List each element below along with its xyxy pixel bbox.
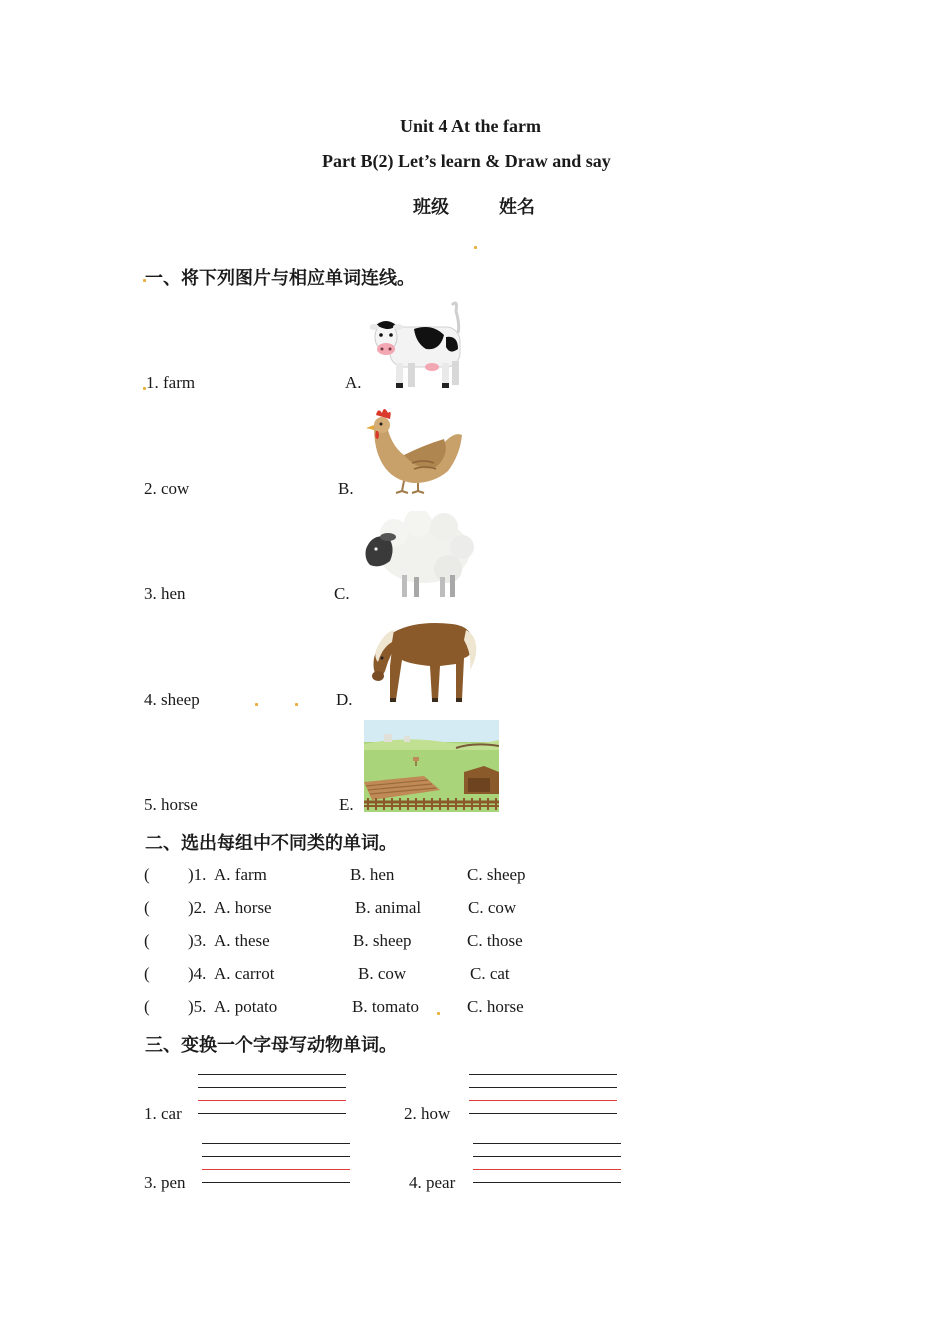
stray-dot xyxy=(437,1012,440,1015)
match-letter: B. xyxy=(338,479,354,498)
stray-dot xyxy=(255,703,258,706)
page-title: Unit 4 At the farm xyxy=(400,116,541,136)
answer-paren: ( xyxy=(144,997,150,1016)
option-c: C. those xyxy=(467,931,523,950)
option-b: B. cow xyxy=(358,964,407,983)
option-b: B. animal xyxy=(355,898,422,917)
horse-illustration xyxy=(366,614,480,706)
prompt-word: 4. pear xyxy=(409,1173,456,1192)
farm-illustration xyxy=(364,720,499,812)
option-b: B. sheep xyxy=(353,931,412,950)
writing-line xyxy=(202,1156,350,1157)
stray-dot xyxy=(295,703,298,706)
question-number: )5. xyxy=(188,997,207,1016)
answer-paren: ( xyxy=(144,931,150,950)
option-a: A. horse xyxy=(214,898,272,917)
writing-line xyxy=(198,1113,346,1114)
question-number: )2. xyxy=(188,898,207,917)
sheep-illustration xyxy=(362,511,474,601)
writing-line xyxy=(198,1074,346,1075)
cow-illustration xyxy=(370,297,466,391)
prompt-word: 3. pen xyxy=(144,1173,186,1192)
writing-line xyxy=(198,1087,346,1088)
writing-line-red xyxy=(202,1169,350,1170)
section3-heading: 三、变换一个字母写动物单词。 xyxy=(145,1035,397,1056)
match-word: 2. cow xyxy=(144,479,190,498)
class-label: 班级 xyxy=(413,197,449,218)
question-number: )1. xyxy=(188,865,207,884)
option-b: B. hen xyxy=(350,865,395,884)
prompt-word: 2. how xyxy=(404,1104,451,1123)
option-a: A. these xyxy=(214,931,270,950)
writing-line-red xyxy=(473,1169,621,1170)
writing-line xyxy=(473,1143,621,1144)
match-letter: D. xyxy=(336,690,353,709)
writing-line xyxy=(202,1182,350,1183)
option-c: C. horse xyxy=(467,997,524,1016)
question-number: )3. xyxy=(188,931,207,950)
match-word: 3. hen xyxy=(144,584,186,603)
prompt-word: 1. car xyxy=(144,1104,182,1123)
writing-line xyxy=(469,1113,617,1114)
writing-line-red xyxy=(469,1100,617,1101)
writing-line-red xyxy=(198,1100,346,1101)
question-number: )4. xyxy=(188,964,207,983)
page-subtitle: Part B(2) Let’s learn & Draw and say xyxy=(322,151,611,171)
option-c: C. sheep xyxy=(467,865,526,884)
match-letter: E. xyxy=(339,795,354,814)
writing-line xyxy=(473,1182,621,1183)
writing-line xyxy=(469,1087,617,1088)
match-word: 5. horse xyxy=(144,795,198,814)
option-b: B. tomato xyxy=(352,997,420,1016)
match-word: 1. farm xyxy=(146,373,196,392)
answer-paren: ( xyxy=(144,865,150,884)
option-a: A. farm xyxy=(214,865,267,884)
writing-line xyxy=(202,1143,350,1144)
section1-heading: 一、将下列图片与相应单词连线。 xyxy=(145,268,415,289)
option-c: C. cow xyxy=(468,898,517,917)
writing-line xyxy=(469,1074,617,1075)
name-label: 姓名 xyxy=(499,197,535,218)
answer-paren: ( xyxy=(144,964,150,983)
option-a: A. potato xyxy=(214,997,278,1016)
writing-line xyxy=(473,1156,621,1157)
match-word: 4. sheep xyxy=(144,690,200,709)
match-letter: A. xyxy=(345,373,362,392)
answer-paren: ( xyxy=(144,898,150,917)
stray-dot xyxy=(474,246,477,249)
option-c: C. cat xyxy=(470,964,510,983)
match-letter: C. xyxy=(334,584,350,603)
option-a: A. carrot xyxy=(214,964,275,983)
hen-illustration xyxy=(364,405,464,495)
section2-heading: 二、选出每组中不同类的单词。 xyxy=(145,833,397,854)
